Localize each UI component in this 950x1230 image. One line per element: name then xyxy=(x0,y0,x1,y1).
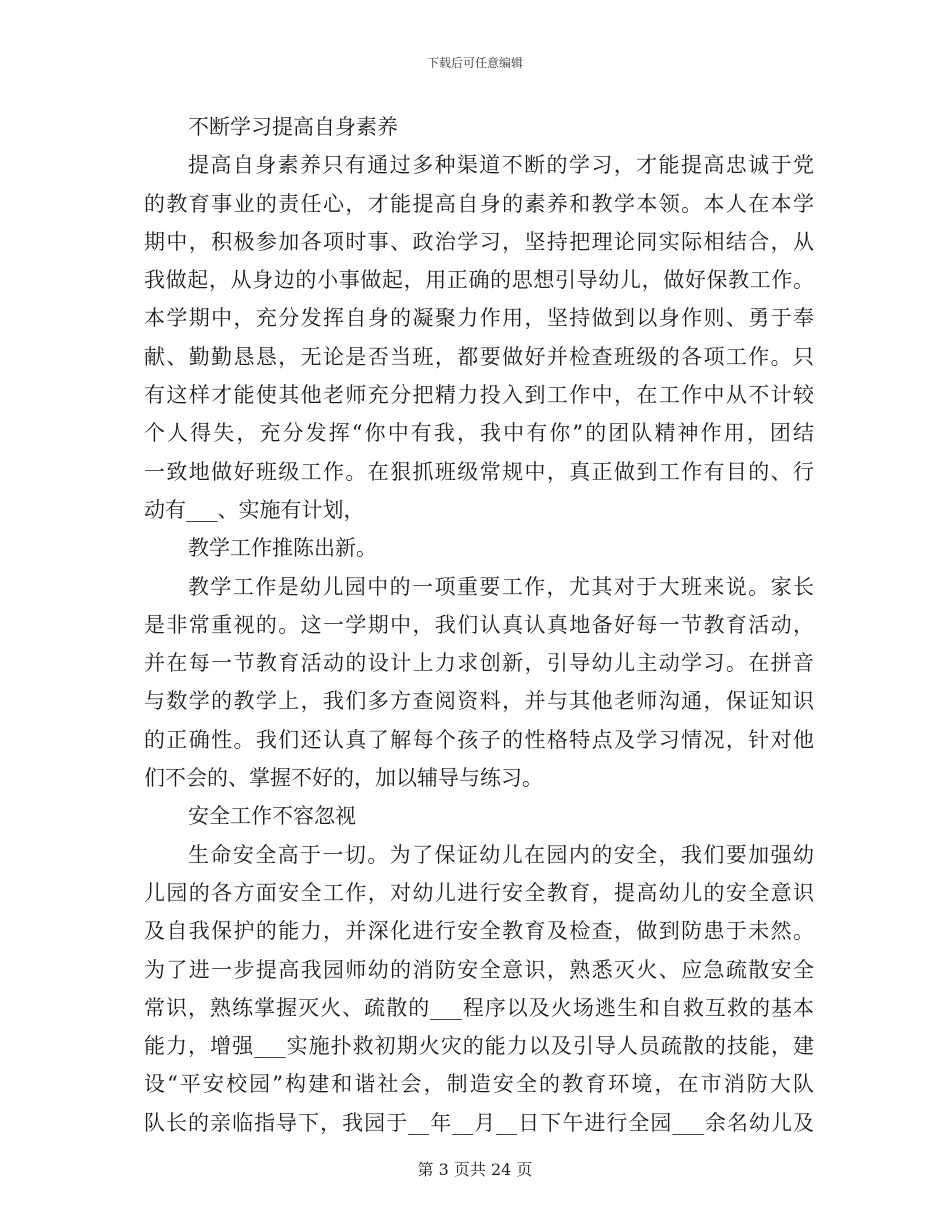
paragraph-line: 及自我保护的能力，并深化进行安全教育及检查，做到防患于未然。 xyxy=(144,919,814,944)
paragraph-line: 并在每一节教育活动的设计上力求创新，引导幼儿主动学习。在拼音 xyxy=(144,651,814,676)
paragraph-line: 献、勤勤恳恳，无论是否当班，都要做好并检查班级的各项工作。只 xyxy=(144,344,814,369)
paragraph-line-indented: 安全工作不容忽视 xyxy=(188,804,356,829)
paragraph-line: 我做起，从身边的小事做起，用正确的思想引导幼儿，做好保教工作。 xyxy=(144,268,814,293)
paragraph-line: 常识，熟练掌握灭火、疏散的___程序以及火场逃生和自救互救的基本 xyxy=(144,995,814,1020)
paragraph-line-indented: 生命安全高于一切。为了保证幼儿在园内的安全，我们要加强幼 xyxy=(188,842,814,867)
document-body xyxy=(144,108,814,1142)
paragraph-line: 动有___、实施有计划， xyxy=(144,497,365,522)
paragraph-line: 期中，积极参加各项时事、政治学习，坚持把理论同实际相结合，从 xyxy=(144,229,814,254)
paragraph-line-indented: 教学工作是幼儿园中的一项重要工作，尤其对于大班来说。家长 xyxy=(188,574,814,599)
paragraph-line: 为了进一步提高我园师幼的消防安全意识，熟悉灭火、应急疏散安全 xyxy=(144,957,814,982)
paragraph-line: 本学期中，充分发挥自身的凝聚力作用，坚持做到以身作则、勇于奉 xyxy=(144,306,814,331)
paragraph-line: 设“平安校园”构建和谐社会，制造安全的教育环境，在市消防大队 xyxy=(144,1072,814,1097)
paragraph-line: 是非常重视的。这一学期中，我们认真认真地备好每一节教育活动， xyxy=(144,612,814,637)
paragraph-line: 一致地做好班级工作。在狠抓班级常规中，真正做到工作有目的、行 xyxy=(144,459,814,484)
page-header: 下载后可任意编辑 xyxy=(426,56,523,70)
paragraph-line: 的正确性。我们还认真了解每个孩子的性格特点及学习情况，针对他 xyxy=(144,727,814,752)
paragraph-line-indented: 不断学习提高自身素养 xyxy=(188,115,398,139)
paragraph-line-indented: 教学工作推陈出新。 xyxy=(188,536,377,561)
paragraph-line: 队长的亲临指导下，我园于__年__月__日下午进行全园___余名幼儿及 xyxy=(144,1110,814,1135)
paragraph-line: 有这样才能使其他老师充分把精力投入到工作中，在工作中从不计较 xyxy=(144,383,814,408)
paragraph-line: 的教育事业的责任心，才能提高自身的素养和教学本领。本人在本学 xyxy=(144,191,814,216)
paragraph-line: 儿园的各方面安全工作，对幼儿进行安全教育，提高幼儿的安全意识 xyxy=(144,880,814,905)
paragraph-line: 能力，增强___实施扑救初期火灾的能力以及引导人员疏散的技能，建 xyxy=(144,1034,814,1059)
page-footer: 第 3 页共 24 页 xyxy=(417,1160,533,1179)
paragraph-line-indented: 提高自身素养只有通过多种渠道不断的学习，才能提高忠诚于党 xyxy=(188,153,814,178)
paragraph-line: 与数学的教学上，我们多方查阅资料，并与其他老师沟通，保证知识 xyxy=(144,689,814,714)
paragraph-line: 个人得失，充分发挥“你中有我，我中有你”的团队精神作用，团结 xyxy=(144,421,814,446)
paragraph-line: 们不会的、掌握不好的，加以辅导与练习。 xyxy=(144,766,543,791)
